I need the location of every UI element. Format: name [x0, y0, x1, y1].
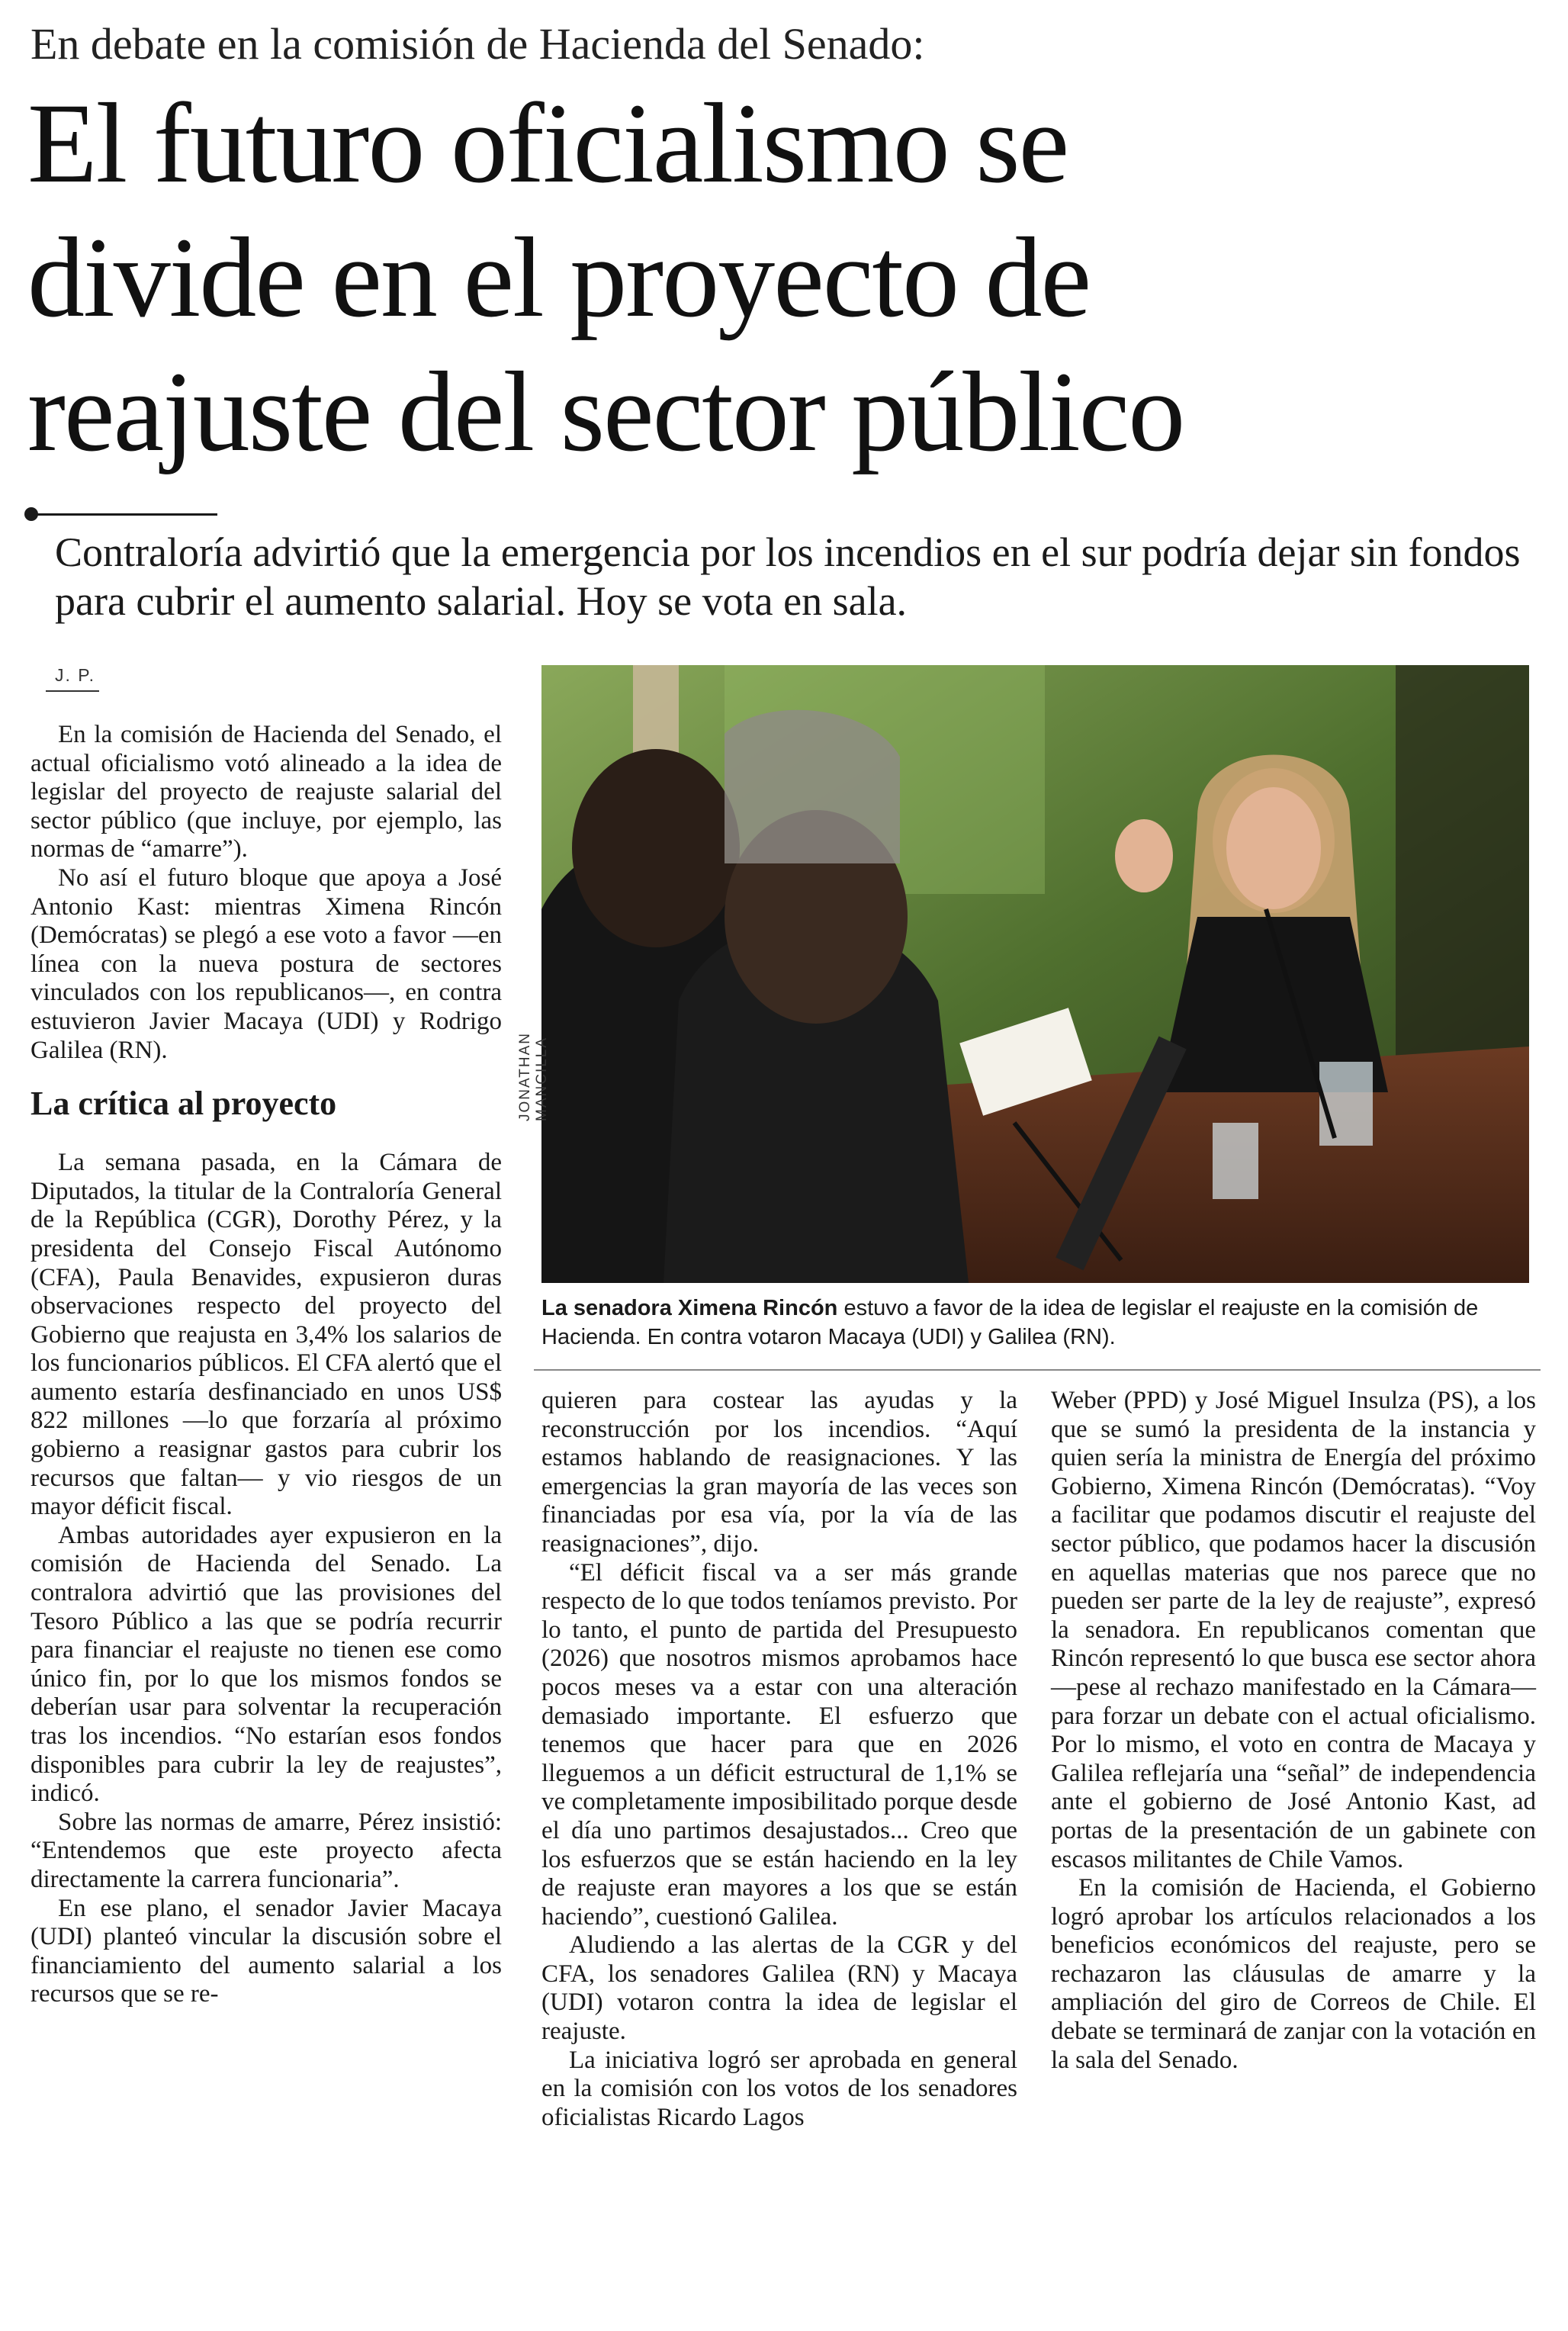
photo-illustration	[541, 665, 1529, 1283]
paragraph: Weber (PPD) y José Miguel Insulza (PS), a los que se sumó la presidenta de la instancia y quien sería la ministra de Energía del próximo Gobierno, Ximena Rincón (Demócratas). “Voy a facilitar que podamos discutir el reajuste del sector público, que podamos hacer la discusión en aquellas materias que nos parece que no pueden ser parte de la ley de reajuste”, expresó la senadora. En republicanos comentan que Rincón representó lo que busca ese sector ahora —pese al rechazo manifestado en la Cámara— para forzar un debate con el actual oficialismo. Por lo mismo, el voto en contra de Macaya y Galilea reflejaría una “señal” de independencia ante el gobierno de José Antonio Kast, ad portas de la presentación de un gabinete con escasos militantes de Chile Vamos.	[1051, 1387, 1536, 1873]
paragraph: En ese plano, el senador Javier Macaya (UDI) planteó vincular la discusión sobre el financiamiento del aumento salarial a los recursos que se re-	[31, 1894, 502, 2008]
photo-caption	[541, 1294, 1533, 1352]
caption-text: estuvo a favor de la idea de legislar el reajuste en la comisión de Hacienda. En contra votaron Macaya (UDI) y Galilea (RN).	[541, 1296, 1479, 1349]
deck-bullet-dot	[24, 507, 38, 521]
paragraph: “El déficit fiscal va a ser más grande respecto de lo que todos teníamos previsto. Por lo tanto, el punto de partida del Presupuesto (2026) que nosotros mismos aprobamos hace pocos meses va a estar con una alteración demasiado importante. El esfuerzo que tenemos que hacer para que en 2026 lleguemos a un déficit estructural de 1,1% se ve completamente imposibilitado porque desde el día uno partimos desajustados... Creo que los esfuerzos que se están haciendo en la ley de reajuste eran mayores a los que se están haciendo”, cuestionó Galilea.	[541, 1558, 1017, 1931]
caption-rule	[534, 1369, 1541, 1371]
photo-credit: JONATHAN MANCILLA	[517, 1032, 550, 1121]
paragraph: En la comisión de Hacienda, el Gobierno logró aprobar los artículos relacionados a los beneficios económicos del reajuste, pero se rechazaron las cláusulas de amarre y la ampliación del giro de Correos de Chile. El debate se terminará de zanjar con la votación en la sala del Senado.	[1051, 1874, 1536, 2074]
column-3	[1051, 1387, 1536, 2075]
paragraph: Aludiendo a las alertas de la CGR y del CFA, los senadores Galilea (RN) y Macaya (UDI) votaron contra la idea de legislar el reajuste.	[541, 1931, 1017, 2046]
paragraph: La semana pasada, en la Cámara de Diputados, la titular de la Contraloría General de la República (CGR), Dorothy Pérez, y la presidenta del Consejo Fiscal Autónomo (CFA), Paula Benavides, expusieron duras observaciones respecto del proyecto del Gobierno que reajusta en 3,4% los salarios de los funcionarios públicos. El CFA alertó que el aumento estaría desfinanciado en unos US$ 822 millones —lo que forzaría al próximo gobierno a reasignar gastos para cubrir los recursos que faltan— y vio riesgos de un mayor déficit fiscal.	[31, 1149, 502, 1521]
caption-subject: La senadora Ximena Rincón	[541, 1296, 838, 1320]
deck-rule	[31, 513, 217, 516]
headline-line: El futuro oficialismo se	[27, 80, 1068, 207]
byline: J. P.	[55, 665, 96, 685]
headline-line: reajuste del sector público	[27, 349, 1184, 475]
column-1	[31, 721, 502, 2009]
byline-rule	[46, 690, 99, 692]
headline-line: divide en el proyecto de	[27, 214, 1091, 341]
paragraph: Ambas autoridades ayer expusieron en la comisión de Hacienda del Senado. La contralora advirtió que las provisiones del Tesoro Público a las que se podría recurrir para financiar el reajuste no tienen ese como único fin, por lo que los mismos fondos se deberían usar para solventar la recuperación tras los incendios. “No estarían esos fondos disponibles para cubrir la ley de reajustes”, indicó.	[31, 1521, 502, 1808]
subhead: La crítica al proyecto	[31, 1085, 337, 1123]
paragraph: quieren para costear las ayudas y la reconstrucción por los incendios. “Aquí estamos hablando de reasignaciones. Y las emergencias la gran mayoría de las veces son financiadas por esa vía, por la vía de las reasignaciones”, dijo.	[541, 1387, 1017, 1558]
paragraph: Sobre las normas de amarre, Pérez insistió: “Entendemos que este proyecto afecta directamente la carrera funcionaria”.	[31, 1808, 502, 1893]
paragraph: En la comisión de Hacienda del Senado, el actual oficialismo votó alineado a la idea de legislar del proyecto de reajuste salarial del sector público (que incluye, por ejemplo, las normas de “amarre”).	[31, 721, 502, 863]
kicker: En debate en la comisión de Hacienda del Senado:	[31, 19, 925, 69]
paragraph: La iniciativa logró ser aprobada en general en la comisión con los votos de los senadores oficialistas Ricardo Lagos	[541, 2046, 1017, 2131]
headline	[27, 76, 1545, 479]
news-photo	[541, 665, 1529, 1283]
column-2	[541, 1387, 1017, 2132]
paragraph: No así el futuro bloque que apoya a José Antonio Kast: mientras Ximena Rincón (Demócratas) se plegó a ese voto a favor —en línea con la nueva postura de sectores vinculados con los republicanos—, en contra estuvieron Javier Macaya (UDI) y Rodrigo Galilea (RN).	[31, 863, 502, 1064]
deck: Contraloría advirtió que la emergencia por los incendios en el sur podría dejar sin fondos para cubrir el aumento salarial. Hoy se vota en sala.	[55, 529, 1521, 624]
